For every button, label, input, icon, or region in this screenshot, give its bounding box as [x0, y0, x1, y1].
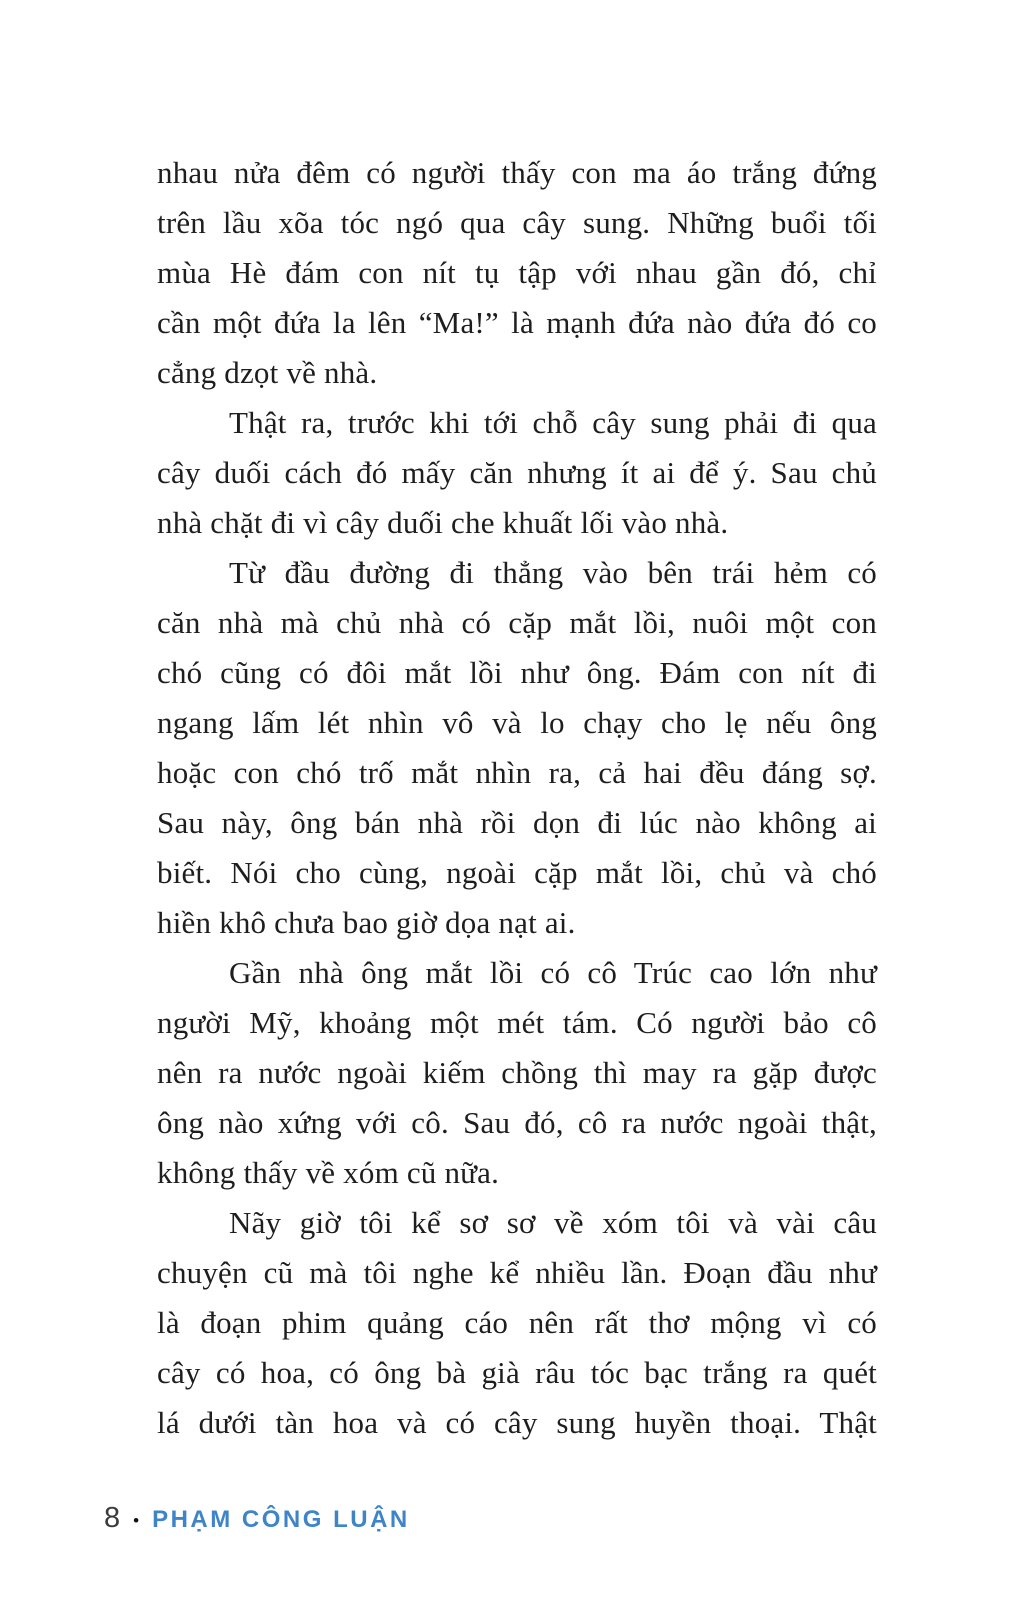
bullet-separator-icon: • — [133, 1510, 140, 1530]
text-line: căn nhà mà chủ nhà có cặp mắt lồi, nuôi một con — [157, 605, 877, 640]
text-line: Sau này, ông bán nhà rồi dọn đi lúc nào không ai — [157, 805, 877, 840]
text-line: cần một đứa la lên “Ma!” là mạnh đứa nào đứa đó co — [157, 305, 877, 340]
paragraph — [157, 148, 877, 398]
text-line: Gần nhà ông mắt lồi có cô Trúc cao lớn như — [229, 955, 877, 990]
text-line: trên lầu xõa tóc ngó qua cây sung. Những buổi tối — [157, 205, 877, 240]
author-name: PHẠM CÔNG LUẬN — [152, 1505, 410, 1533]
page-footer — [104, 1502, 410, 1535]
text-line: cây duối cách đó mấy căn nhưng ít ai để ý. Sau chủ — [157, 455, 877, 490]
text-line: Thật ra, trước khi tới chỗ cây sung phải đi qua — [229, 405, 877, 440]
text-line: không thấy về xóm cũ nữa. — [157, 1155, 500, 1190]
body-text — [157, 148, 877, 1448]
text-line: Nãy giờ tôi kể sơ sơ về xóm tôi và vài câu — [229, 1205, 877, 1240]
text-line: người Mỹ, khoảng một mét tám. Có người bảo cô — [157, 1005, 877, 1040]
text-line: ngang lấm lét nhìn vô và lo chạy cho lẹ nếu ông — [157, 705, 877, 740]
page-number: 8 — [104, 1502, 121, 1534]
paragraph — [157, 1198, 877, 1448]
text-line: chó cũng có đôi mắt lồi như ông. Đám con nít đi — [157, 655, 877, 690]
text-line: cẳng dzọt về nhà. — [157, 355, 378, 390]
paragraph — [157, 548, 877, 948]
text-line: là đoạn phim quảng cáo nên rất thơ mộng vì có — [157, 1305, 877, 1340]
text-line: lá dưới tàn hoa và có cây sung huyền thoại. Thật — [157, 1405, 877, 1440]
text-line: nên ra nước ngoài kiếm chồng thì may ra gặp được — [157, 1055, 877, 1090]
text-line: nhà chặt đi vì cây duối che khuất lối vào nhà. — [157, 505, 729, 540]
text-line: biết. Nói cho cùng, ngoài cặp mắt lồi, chủ và chó — [157, 855, 877, 890]
text-line: hoặc con chó trố mắt nhìn ra, cả hai đều đáng sợ. — [157, 755, 877, 790]
paragraph — [157, 948, 877, 1198]
paragraph — [157, 398, 877, 548]
text-line: ông nào xứng với cô. Sau đó, cô ra nước ngoài thật, — [157, 1105, 877, 1140]
text-line: hiền khô chưa bao giờ dọa nạt ai. — [157, 905, 576, 940]
text-line: chuyện cũ mà tôi nghe kể nhiều lần. Đoạn đầu như — [157, 1255, 877, 1290]
text-line: cây có hoa, có ông bà già râu tóc bạc trắng ra quét — [157, 1355, 877, 1390]
text-line: mùa Hè đám con nít tụ tập với nhau gần đó, chỉ — [157, 255, 877, 290]
text-line: nhau nửa đêm có người thấy con ma áo trắng đứng — [157, 155, 877, 190]
text-line: Từ đầu đường đi thẳng vào bên trái hẻm có — [229, 555, 877, 590]
